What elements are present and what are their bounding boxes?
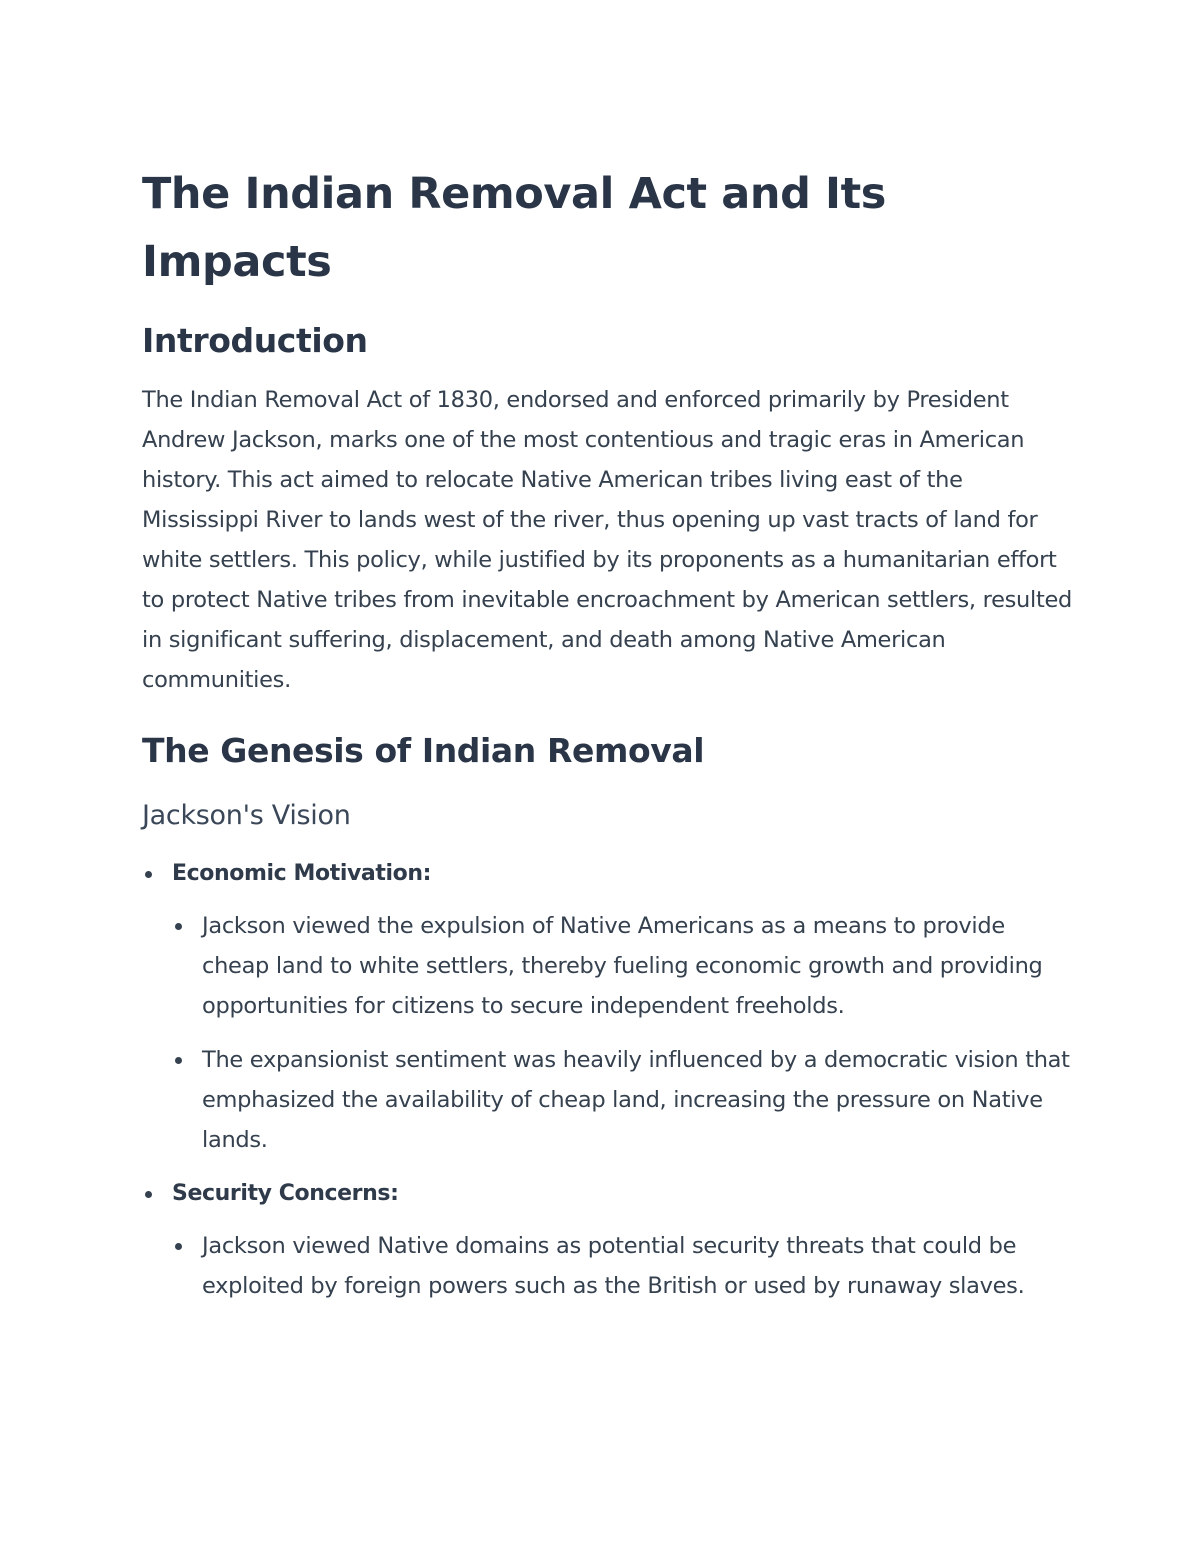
security-concerns-label: Security Concerns: bbox=[172, 1181, 399, 1206]
security-concerns-points bbox=[172, 1226, 1072, 1306]
vision-list bbox=[142, 854, 1072, 1306]
bullet-icon bbox=[175, 923, 182, 930]
jacksons-vision-subheading: Jackson's Vision bbox=[142, 800, 351, 831]
list-item-text: The expansionist sentiment was heavily influenced by a democratic vision that emphasized the availability of cheap land, increasing the pressure on Native lands. bbox=[202, 1047, 1070, 1153]
genesis-heading: The Genesis of Indian Removal bbox=[142, 731, 705, 770]
document-page bbox=[142, 160, 1072, 1306]
list-item bbox=[172, 1040, 1072, 1160]
bullet-icon bbox=[175, 1243, 182, 1250]
bullet-icon bbox=[175, 1057, 182, 1064]
list-item bbox=[172, 1226, 1072, 1306]
introduction-paragraph: The Indian Removal Act of 1830, endorsed and enforced primarily by President Andrew Jackson, marks one of the most contentious and tragic eras in American history. This act aimed to relocate Native American tribes living east of the Mississippi River to lands west of the river, thus opening up vast tracts of land for white settlers. This policy, while justified by its proponents as a humanitarian effort to protect Native tribes from inevitable encroachment by American settlers, resulted in significant suffering, displacement, and death among Native American communities. bbox=[142, 387, 1072, 693]
list-item bbox=[172, 906, 1072, 1026]
list-item-economic-motivation bbox=[142, 854, 1072, 1160]
document-title: The Indian Removal Act and Its Impacts bbox=[142, 169, 887, 287]
list-item-security-concerns bbox=[142, 1174, 1072, 1306]
bullet-icon bbox=[145, 871, 152, 878]
list-item-text: Jackson viewed the expulsion of Native Americans as a means to provide cheap land to white settlers, thereby fueling economic growth and providing opportunities for citizens to secure independent freeholds. bbox=[202, 913, 1043, 1019]
economic-motivation-points bbox=[172, 906, 1072, 1160]
economic-motivation-label: Economic Motivation: bbox=[172, 861, 432, 886]
introduction-heading: Introduction bbox=[142, 321, 368, 360]
list-item-text: Jackson viewed Native domains as potential security threats that could be exploited by foreign powers such as the British or used by runaway slaves. bbox=[202, 1233, 1025, 1299]
bullet-icon bbox=[145, 1191, 152, 1198]
